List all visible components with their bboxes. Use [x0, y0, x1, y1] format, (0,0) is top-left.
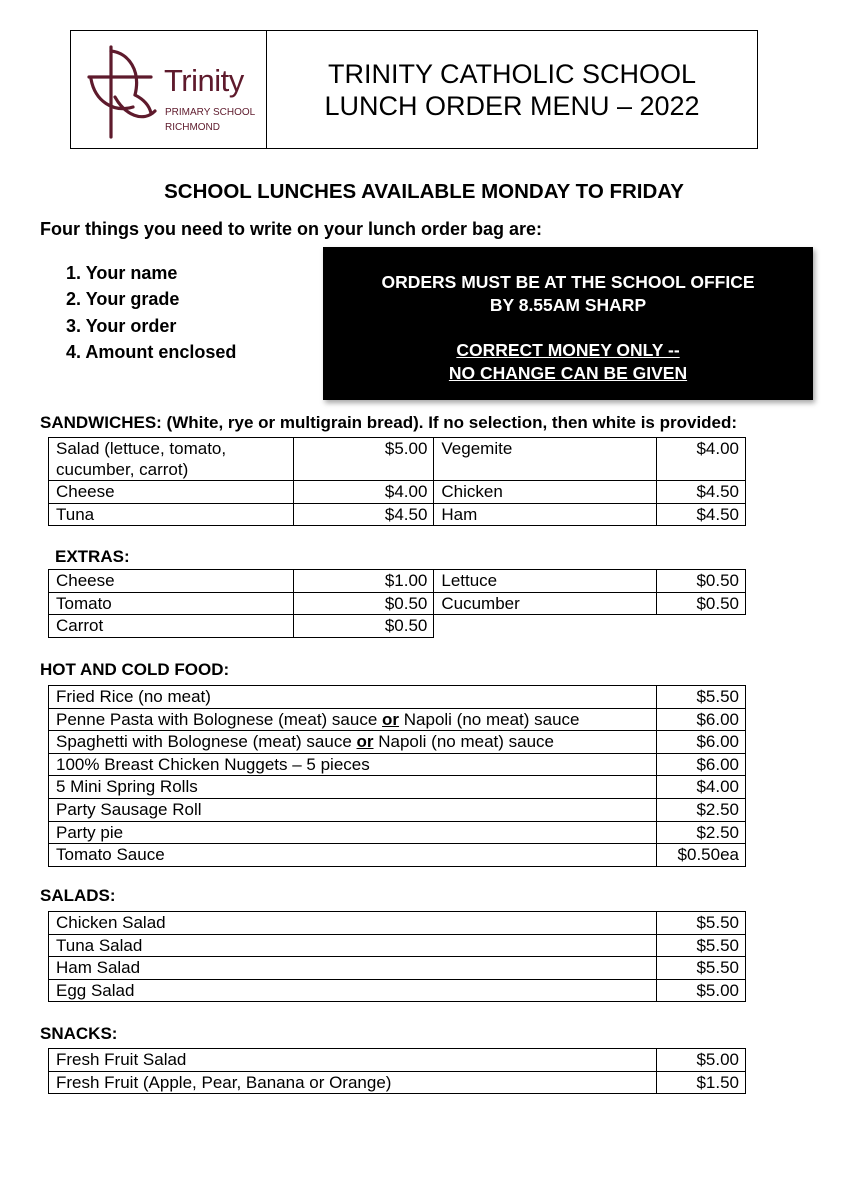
item-price: $0.50: [657, 570, 746, 593]
item-name: Tomato Sauce: [49, 844, 657, 867]
table-row: [49, 481, 746, 504]
item-name: Cucumber: [434, 592, 657, 615]
table-row: [49, 731, 746, 754]
item-price: $5.50: [657, 912, 746, 935]
notice-line3: CORRECT MONEY ONLY --: [456, 340, 680, 360]
table-row: [49, 753, 746, 776]
sandwiches-table: [48, 437, 746, 526]
notice-line2: BY 8.55AM SHARP: [489, 294, 647, 315]
item-price: $0.50: [293, 592, 434, 615]
table-row: [49, 798, 746, 821]
table-row: [49, 1071, 746, 1094]
item-price: $5.50: [657, 957, 746, 980]
table-row: [49, 776, 746, 799]
item-name: 5 Mini Spring Rolls: [49, 776, 657, 799]
item-price: $0.50ea: [657, 844, 746, 867]
list-item: 2. Your grade: [66, 289, 180, 310]
item-price: $4.00: [657, 438, 746, 481]
item-name: 100% Breast Chicken Nuggets – 5 pieces: [49, 753, 657, 776]
item-name: Fresh Fruit Salad: [49, 1049, 657, 1072]
item-price: $0.50: [657, 592, 746, 615]
table-row: [49, 979, 746, 1002]
item-price: $5.00: [293, 438, 434, 481]
item-price: $6.00: [657, 708, 746, 731]
item-price: $5.00: [657, 979, 746, 1002]
item-price: $5.50: [657, 686, 746, 709]
notice-box: [323, 247, 813, 400]
snacks-heading: SNACKS:: [40, 1024, 118, 1043]
title-line1: TRINITY CATHOLIC SCHOOL: [327, 58, 697, 89]
subtitle: SCHOOL LUNCHES AVAILABLE MONDAY TO FRIDAY: [164, 180, 684, 203]
table-row: [49, 957, 746, 980]
item-price: $4.50: [657, 481, 746, 504]
hot-cold-table: [48, 685, 746, 867]
salads-heading: SALADS:: [40, 886, 116, 905]
item-price: $5.00: [657, 1049, 746, 1072]
item-name: Egg Salad: [49, 979, 657, 1002]
extras-table: [48, 569, 746, 638]
item-name: Penne Pasta with Bolognese (meat) sauce or Napoli (no meat) sauce: [49, 708, 657, 731]
item-name: Cheese: [49, 481, 294, 504]
table-row: [49, 912, 746, 935]
table-row: [49, 686, 746, 709]
item-price: $2.50: [657, 798, 746, 821]
salads-table: [48, 911, 746, 1002]
item-name: Ham Salad: [49, 957, 657, 980]
school-logo: [71, 31, 267, 148]
item-name: Party Sausage Roll: [49, 798, 657, 821]
table-row: [49, 708, 746, 731]
item-price: $1.50: [657, 1071, 746, 1094]
item-price: $2.50: [657, 821, 746, 844]
item-price: $0.50: [293, 615, 434, 638]
table-row: [49, 844, 746, 867]
table-row: [49, 615, 746, 638]
item-name: Fresh Fruit (Apple, Pear, Banana or Orange): [49, 1071, 657, 1094]
logo-subtitle-line1: PRIMARY SCHOOL: [165, 107, 256, 118]
item-name: Spaghetti with Bolognese (meat) sauce or Napoli (no meat) sauce: [49, 731, 657, 754]
item-price: $5.50: [657, 934, 746, 957]
intro-text: Four things you need to write on your lunch order bag are:: [40, 219, 543, 239]
item-price: $4.50: [657, 503, 746, 526]
item-name: Tomato: [49, 592, 294, 615]
item-name: Lettuce: [434, 570, 657, 593]
extras-heading: EXTRAS:: [55, 547, 130, 566]
sandwiches-heading: SANDWICHES: (White, rye or multigrain bread). If no selection, then white is provided:: [40, 413, 738, 432]
notice-line4: NO CHANGE CAN BE GIVEN: [448, 362, 688, 383]
item-name: Carrot: [49, 615, 294, 638]
table-row: [49, 934, 746, 957]
list-item: 1. Your name: [66, 263, 178, 283]
notice-line1: ORDERS MUST BE AT THE SCHOOL OFFICE: [381, 272, 755, 292]
item-name: Ham: [434, 503, 657, 526]
item-name: Party pie: [49, 821, 657, 844]
snacks-table: [48, 1048, 746, 1094]
header-box: [70, 30, 758, 149]
steps-list: [66, 260, 236, 365]
item-name: Vegemite: [434, 438, 657, 481]
item-name: Chicken: [434, 481, 657, 504]
list-item: 3. Your order: [66, 315, 177, 336]
table-row: [49, 592, 746, 615]
item-name: Tuna Salad: [49, 934, 657, 957]
item-price: $4.50: [293, 503, 434, 526]
item-price: $6.00: [657, 731, 746, 754]
list-item: 4. Amount enclosed: [66, 341, 237, 362]
item-name: Fried Rice (no meat): [49, 686, 657, 709]
hot-cold-heading: HOT AND COLD FOOD:: [40, 660, 230, 679]
item-price: $6.00: [657, 753, 746, 776]
trinity-logo-icon: [85, 41, 157, 139]
table-row: [49, 438, 746, 481]
table-row: [49, 821, 746, 844]
item-name: Chicken Salad: [49, 912, 657, 935]
table-row: [49, 503, 746, 526]
logo-name: Trinity: [164, 63, 244, 98]
item-name: Cheese: [49, 570, 294, 593]
item-price: $4.00: [293, 481, 434, 504]
logo-subtitle-line2: RICHMOND: [165, 122, 220, 133]
title-cell: [267, 31, 757, 148]
item-price: $4.00: [657, 776, 746, 799]
table-row: [49, 1049, 746, 1072]
item-name: Tuna: [49, 503, 294, 526]
title-line2: LUNCH ORDER MENU – 2022: [324, 90, 700, 121]
item-price: $1.00: [293, 570, 434, 593]
table-row: [49, 570, 746, 593]
item-name: Salad (lettuce, tomato, cucumber, carrot): [49, 438, 294, 481]
